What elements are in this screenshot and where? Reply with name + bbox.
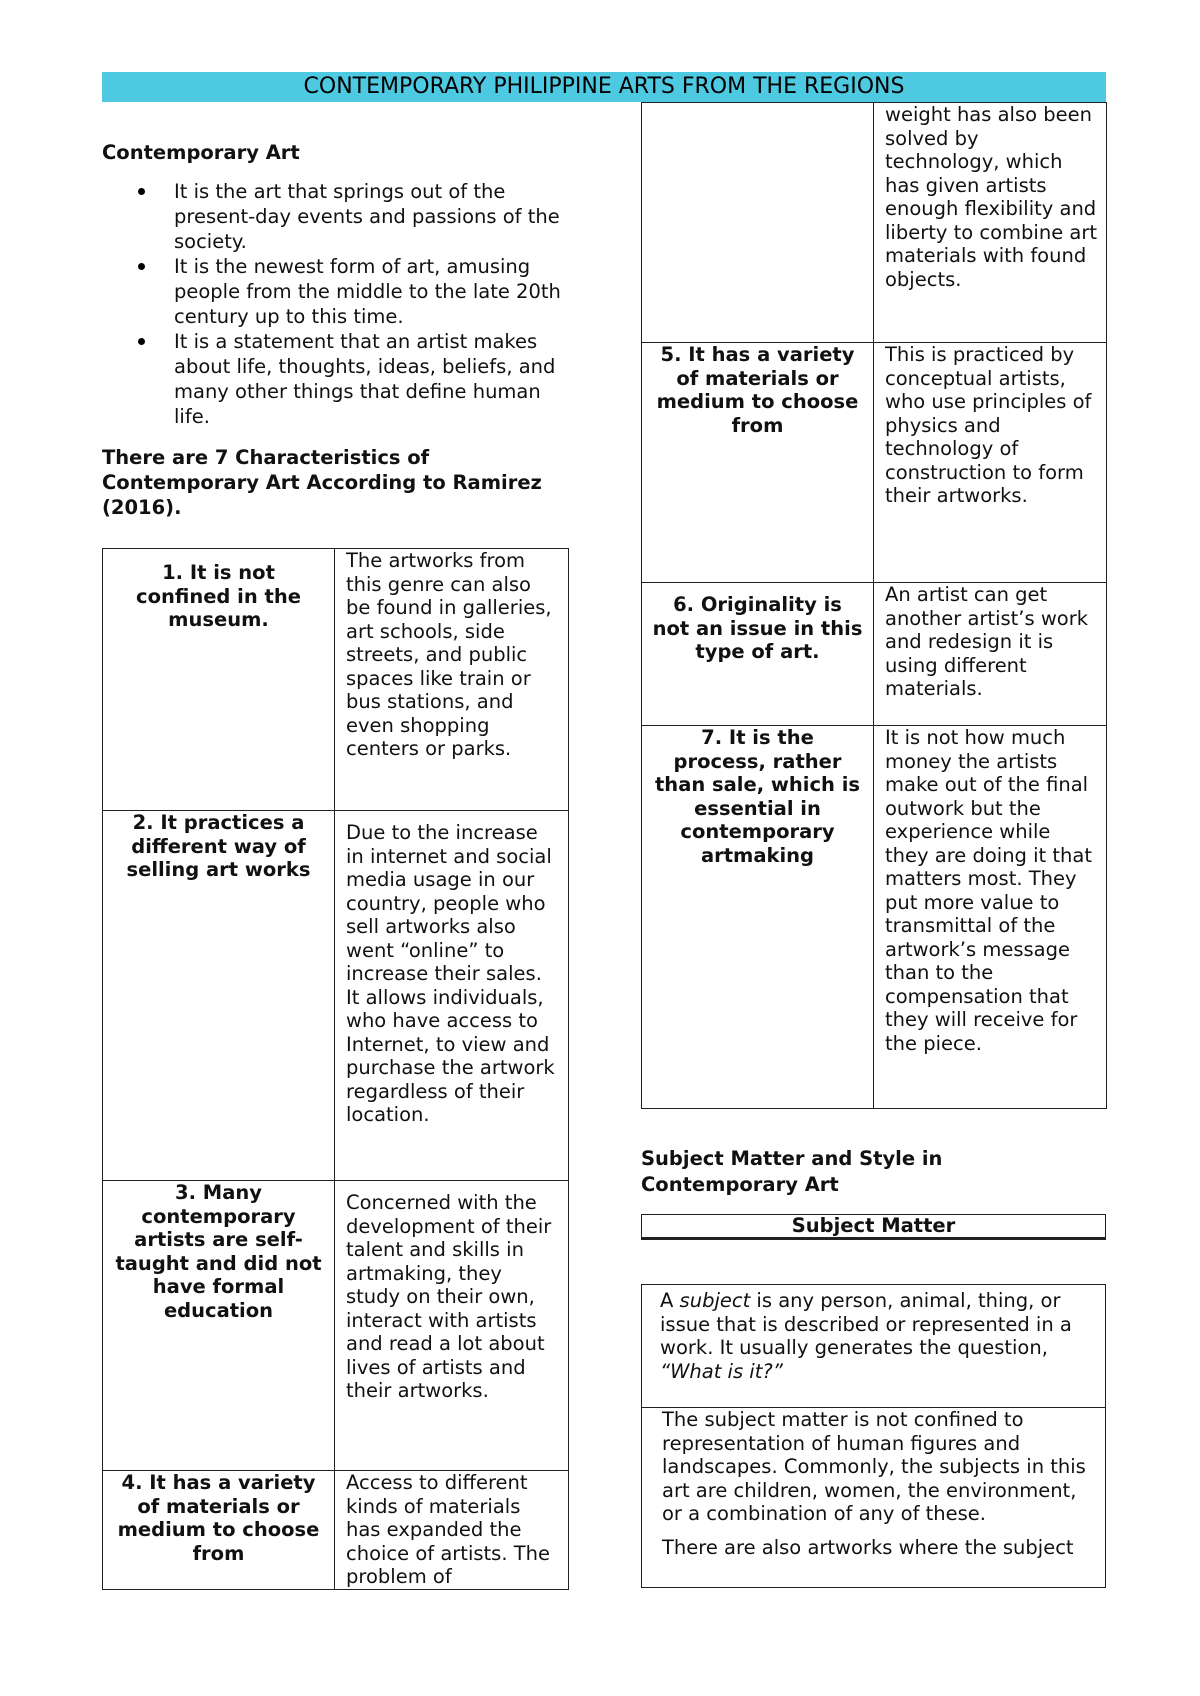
characteristic-title: 2. It practices a different way of selling art works <box>103 811 335 1181</box>
characteristic-title: 5. It has a variety of materials or medium to choose from <box>642 343 874 583</box>
left-column <box>102 140 572 520</box>
contemporary-art-heading: Contemporary Art <box>102 141 300 164</box>
characteristic-title <box>642 103 874 343</box>
table-row <box>642 726 1107 1109</box>
subject-matter-description-box <box>641 1408 1106 1588</box>
definition-term: subject <box>679 1289 751 1312</box>
table-row <box>103 811 569 1181</box>
list-item: It is the newest form of art, amusing people from the middle to the late 20th century up to this time. <box>102 254 572 329</box>
characteristic-title: 7. It is the process, rather than sale, which is essential in contemporary artmaking <box>642 726 874 1109</box>
bullet-icon <box>138 188 145 195</box>
characteristics-heading: There are 7 Characteristics of Contemporary Art According to Ramirez (2016). <box>102 446 542 519</box>
subject-paragraph: The subject matter is not confined to representation of human figures and landscapes. Commonly, the subjects in this art are children, women, the environment, or a combination of any of these. <box>662 1408 1086 1525</box>
list-item: It is the art that springs out of the present-day events and passions of the society. <box>102 179 572 254</box>
characteristic-description: It is not how much money the artists make out of the final outwork but the experience while they are doing it that matters most. They put more value to transmittal of the artwork’s message than to the compensation that they will receive for the piece. <box>874 726 1107 1109</box>
characteristic-description: The artworks from this genre can also be found in galleries, art schools, side streets, and public spaces like train or bus stations, and even shopping centers or parks. <box>335 549 569 811</box>
characteristic-description: weight has also been solved by technology, which has given artists enough flexibility and liberty to combine art materials with found objects. <box>874 103 1107 343</box>
table-row <box>642 103 1107 343</box>
characteristic-title: 6. Originality is not an issue in this type of art. <box>642 583 874 726</box>
definition-question: “What is it?” <box>660 1359 783 1383</box>
characteristic-description: An artist can get another artist’s work and redesign it is using different materials. <box>874 583 1107 726</box>
characteristic-title: 1. It is not confined in the museum. <box>103 549 335 811</box>
characteristic-description: Access to different kinds of materials has expanded the choice of artists. The problem of <box>335 1471 569 1590</box>
characteristics-table-right <box>641 102 1107 1109</box>
bullet-icon <box>138 338 145 345</box>
subject-definition-box <box>641 1284 1106 1408</box>
table-row <box>103 1181 569 1471</box>
page-banner: CONTEMPORARY PHILIPPINE ARTS FROM THE REGIONS <box>102 72 1106 102</box>
table-row <box>642 583 1107 726</box>
table-row <box>103 1471 569 1590</box>
characteristic-title: 3. Many contemporary artists are self-taught and did not have formal education <box>103 1181 335 1471</box>
definition-text: is any person, animal, thing, or issue that is described or represented in a work. It usually generates the question, <box>660 1289 1072 1359</box>
subject-matter-label: Subject Matter <box>641 1214 1106 1240</box>
definition-prefix: A <box>660 1289 680 1312</box>
characteristics-table-left <box>102 548 569 1590</box>
table-row <box>103 549 569 811</box>
characteristic-description: This is practiced by conceptual artists, who use principles of physics and technology of construction to form their artworks. <box>874 343 1107 583</box>
characteristic-description: Concerned with the development of their talent and skills in artmaking, they study on their own, interact with artists and read a lot about lives of artists and their artworks. <box>335 1181 569 1471</box>
bullet-icon <box>138 263 145 270</box>
table-row <box>642 343 1107 583</box>
definition-list <box>102 179 572 429</box>
characteristic-description: Due to the increase in internet and social media usage in our country, people who sell artworks also went “online” to increase their sales. It allows individuals, who have access to Internet, to view and purchase the artwork regardless of their location. <box>335 811 569 1181</box>
characteristic-title: 4. It has a variety of materials or medium to choose from <box>103 1471 335 1590</box>
subject-style-heading: Subject Matter and Style in Contemporary Art <box>641 1147 943 1196</box>
list-item: It is a statement that an artist makes about life, thoughts, ideas, beliefs, and many other things that define human life. <box>102 329 572 429</box>
subject-paragraph: There are also artworks where the subject <box>662 1535 1074 1559</box>
